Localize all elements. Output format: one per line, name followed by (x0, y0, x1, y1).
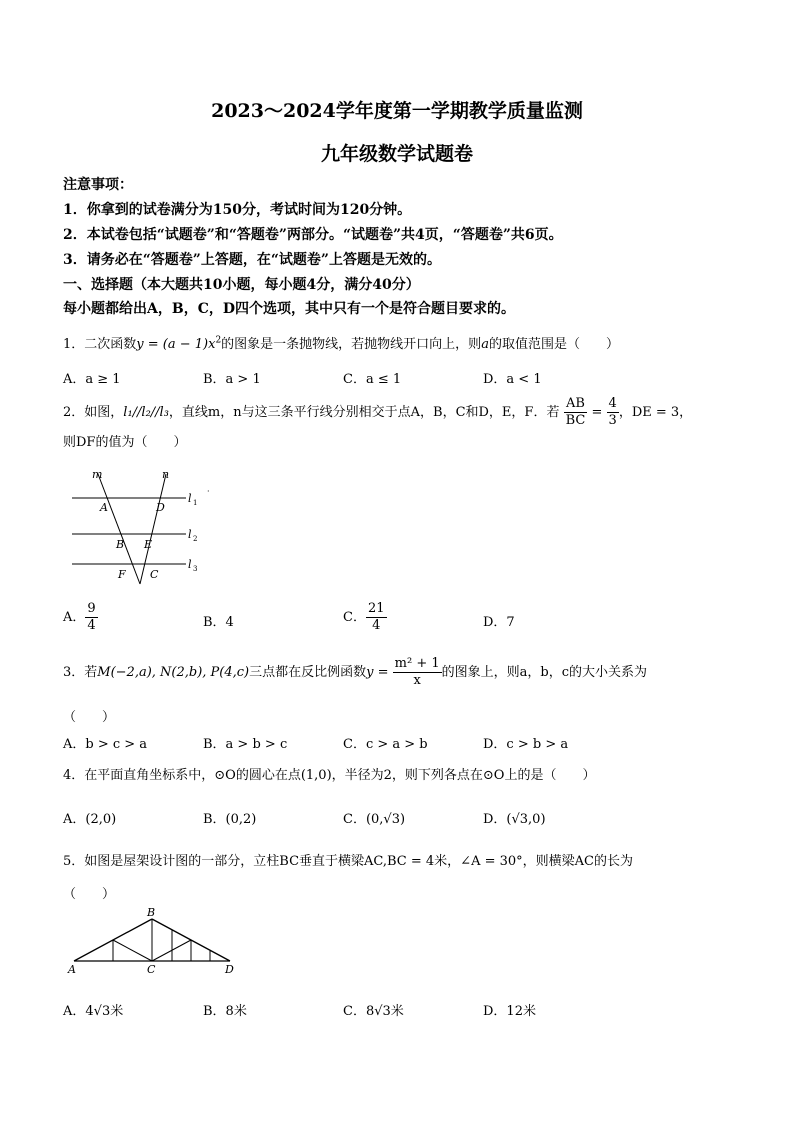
option-c-den: 4 (372, 618, 381, 633)
q2-parallel-lines: l₁//l₂//l₃ (123, 405, 169, 420)
label-D: D (225, 963, 234, 976)
note-item: 3．请务必在“答题卷”上答题，在“试题卷”上答题是无效的。 (63, 252, 441, 268)
option-a-label: A． (63, 610, 86, 625)
q2-ratio-value-den: 3 (608, 413, 617, 428)
q3-fraction-den: x (413, 673, 421, 688)
option-a-fraction (85, 601, 97, 634)
label-l2-sub: 2 (193, 535, 198, 543)
option-b[interactable]: B．(0,2) (203, 812, 257, 827)
question-5: 5．如图是屋架设计图的一部分，立柱BC垂直于横梁AC,BC = 4米，∠A = 30°，则横梁AC的长为 (63, 854, 634, 869)
option-a[interactable]: A．a ≥ 1 (63, 372, 121, 387)
option-b[interactable]: B．8米 (203, 1004, 247, 1019)
label-l2: l (188, 528, 192, 541)
notes-heading: 注意事项： (63, 177, 133, 193)
option-a[interactable]: A．b > c > a (63, 737, 148, 752)
label-C: C (150, 568, 159, 581)
q2-figure (62, 466, 222, 586)
section-heading: 一、选择题（本大题共10小题，每小题4分，满分40分） (63, 277, 420, 293)
q1-exponent: 2 (215, 335, 222, 346)
q5-figure (62, 906, 252, 978)
label-A: A (68, 963, 76, 976)
option-a-num: 9 (87, 601, 96, 616)
label-m: m (92, 468, 103, 481)
option-c-label: C． (343, 610, 366, 625)
q3-points: M(−2,a), N(2,b), P(4,c) (97, 665, 250, 680)
q3-text: 的图象上，则a，b，c的大小关系为 (441, 665, 647, 680)
question-3 (63, 656, 647, 689)
label-C: C (147, 963, 156, 976)
q3-answer-brackets: （ ） (63, 710, 116, 725)
option-d[interactable]: D．7 (483, 615, 515, 630)
q2-equals: = (591, 405, 603, 420)
q2-ratio-den: BC (565, 413, 586, 428)
strut (113, 940, 152, 961)
option-d[interactable]: D．a < 1 (483, 372, 542, 387)
option-c[interactable]: C．8√3米 (343, 1004, 404, 1019)
option-c[interactable]: C．c > a > b (343, 737, 428, 752)
q1-text: 的取值范围是（ ） (488, 337, 619, 352)
q2-text: ，直线m，n与这三条平行线分别相交于点A，B，C和D，E，F．若 (168, 405, 560, 420)
option-a[interactable]: A．4√3米 (63, 1004, 124, 1019)
option-d[interactable]: D．12米 (483, 1004, 536, 1019)
q1-text: 的图象是一条抛物线，若抛物线开口向上，则 (221, 337, 482, 352)
option-d[interactable]: D．c > b > a (483, 737, 569, 752)
q3-y: y = (366, 665, 389, 680)
exam-title: 2023～2024学年度第一学期教学质量监测 (211, 100, 583, 122)
q2-ratio-num: AB (564, 396, 588, 413)
option-c-num: 21 (367, 601, 385, 616)
option-a-den: 4 (87, 618, 96, 633)
label-B: B (147, 906, 156, 919)
exam-subtitle: 九年级数学试题卷 (320, 143, 473, 165)
q2-ratio (564, 396, 588, 429)
q3-function-fraction (393, 656, 442, 689)
q2-text: 2．如图， (63, 405, 124, 420)
q1-formula: y = (a − 1)x (136, 337, 216, 352)
q1-var: a (481, 337, 489, 352)
label-E: E (144, 538, 153, 551)
q2-question-end: 则DF的值为（ ） (63, 435, 187, 450)
option-b[interactable]: B．4 (203, 615, 234, 630)
label-l1-sub: 1 (193, 499, 198, 507)
label-n: n (162, 468, 170, 481)
q5-answer-brackets: （ ） (63, 887, 116, 902)
q2-ratio-value-num: 4 (608, 396, 617, 411)
question-1 (63, 333, 619, 352)
stray-mark: · (207, 487, 210, 496)
option-d[interactable]: D．(√3,0) (483, 812, 546, 827)
question-4: 4．在平面直角坐标系中，⊙O的圆心在点(1,0)，半径为2，则下列各点在⊙O上的是（ ） (63, 768, 596, 783)
q3-text: 3．若 (63, 665, 98, 680)
option-c[interactable]: C．(0,√3) (343, 812, 406, 827)
option-a[interactable]: A．(2,0) (63, 812, 117, 827)
label-D: D (156, 501, 165, 514)
section-instruction: 每小题都给出A，B，C，D四个选项，其中只有一个是符合题目要求的。 (63, 301, 515, 317)
q3-text: 三点都在反比例函数 (249, 665, 367, 680)
q1-text: 1．二次函数 (63, 337, 137, 352)
label-A: A (100, 501, 108, 514)
option-a[interactable] (63, 601, 98, 634)
option-c-fraction (366, 601, 387, 634)
label-l3-sub: 3 (193, 565, 198, 573)
note-item: 1．你拿到的试卷满分为150分，考试时间为120分钟。 (63, 202, 412, 218)
option-b[interactable]: B．a > 1 (203, 372, 261, 387)
question-2 (63, 396, 692, 429)
q2-text: ，DE = 3， (618, 405, 693, 420)
label-l3: l (188, 558, 192, 571)
q3-fraction-num: m² + 1 (394, 656, 440, 671)
option-b[interactable]: B．a > b > c (203, 737, 288, 752)
label-F: F (118, 568, 126, 581)
note-item: 2．本试卷包括“试题卷”和“答题卷”两部分。“试题卷”共4页，“答题卷”共6页。 (63, 227, 563, 243)
option-c[interactable] (343, 601, 387, 634)
option-c[interactable]: C．a ≤ 1 (343, 372, 402, 387)
q2-ratio-value (607, 396, 619, 429)
label-l1: l (188, 492, 192, 505)
label-B: B (116, 538, 125, 551)
